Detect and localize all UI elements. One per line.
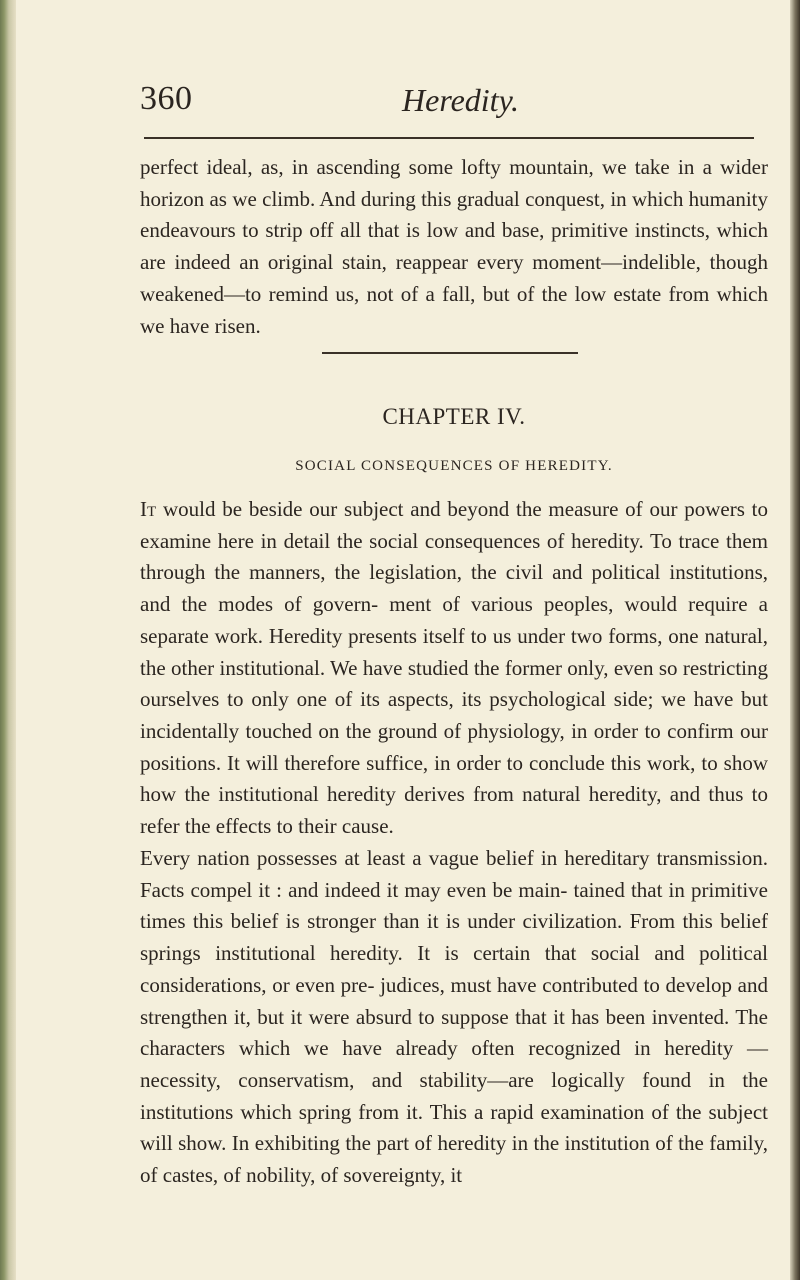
chapter-title: CHAPTER IV.	[382, 404, 526, 429]
closing-paragraph: perfect ideal, as, in ascending some lofty mountain, we take in a wider horizon as we climb. And during this gradual conquest, in which humanity endeavours to strip off all that is low and base, primitive instincts, which are indeed an original stain, reappear every moment—indelible, though weakened—to remind us, not of a fall, but of the low estate from which we have risen.	[140, 155, 768, 338]
chapter-subtitle: SOCIAL CONSEQUENCES OF HEREDITY.	[295, 458, 613, 474]
paragraph-lead-word: It	[140, 497, 157, 521]
page-number: 360	[140, 80, 193, 117]
running-head	[140, 80, 760, 130]
section-divider-rule	[322, 352, 578, 354]
running-title: Heredity.	[402, 82, 519, 118]
chapter-paragraph-2: Every nation possesses at least a vague belief in hereditary transmission. Facts compel it : and indeed it may even be main- tained that in primitive times this belief is stronger than it is under civilization. From this belief springs institutional heredity. It is certain that social and political considerations, or even pre- judices, must have contributed to develop and strengthen it, but it were absurd to suppose that it has been invented. The characters which we have already often recognized in heredity —necessity, conservatism, and stability—are logically found in the institutions which spring from it. This a rapid examination of the subject will show. In exhibiting the part of heredity in the institution of the family, of castes, of nobility, of sovereignty, it	[140, 846, 768, 1188]
header-rule	[144, 137, 754, 139]
paragraph-1-text: would be beside our subject and beyond the measure of our powers to examine here in detail the social consequences of heredity. To trace them through the manners, the legislation, the civil and political institutions, and the modes of govern- ment of various peoples, would require a separate work. Heredity presents itself to us under two forms, one natural, the other institutional. We have studied the former only, even so restricting ourselves to only one of its aspects, its psychological side; we have but incidentally touched on the ground of physiology, in order to confirm our positions. It will therefore suffice, in order to conclude this work, to show how the institutional heredity derives from natural heredity, and thus to refer the effects to their cause.	[140, 497, 768, 839]
chapter-paragraph-1	[140, 494, 768, 843]
